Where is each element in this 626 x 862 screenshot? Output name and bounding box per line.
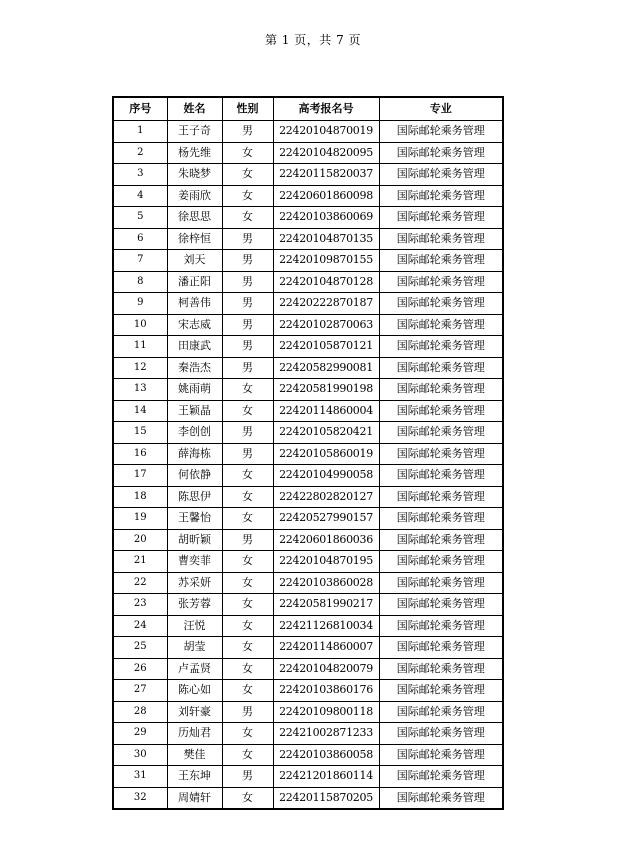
cell-major: 国际邮轮乘务管理 bbox=[379, 658, 503, 680]
cell-major: 国际邮轮乘务管理 bbox=[379, 551, 503, 573]
cell-index: 6 bbox=[113, 228, 167, 250]
cell-name: 刘轩豪 bbox=[167, 701, 222, 723]
cell-major: 国际邮轮乘务管理 bbox=[379, 185, 503, 207]
cell-index: 17 bbox=[113, 465, 167, 487]
cell-exam-number: 22420581990217 bbox=[273, 594, 379, 616]
cell-major: 国际邮轮乘务管理 bbox=[379, 787, 503, 809]
cell-index: 29 bbox=[113, 723, 167, 745]
cell-index: 28 bbox=[113, 701, 167, 723]
cell-major: 国际邮轮乘务管理 bbox=[379, 744, 503, 766]
cell-major: 国际邮轮乘务管理 bbox=[379, 142, 503, 164]
cell-gender: 女 bbox=[222, 658, 273, 680]
cell-exam-number: 22420581990198 bbox=[273, 379, 379, 401]
cell-name: 刘天 bbox=[167, 250, 222, 272]
header-exam-number: 高考报名号 bbox=[273, 97, 379, 121]
cell-major: 国际邮轮乘务管理 bbox=[379, 465, 503, 487]
cell-index: 1 bbox=[113, 121, 167, 143]
cell-major: 国际邮轮乘务管理 bbox=[379, 250, 503, 272]
cell-major: 国际邮轮乘务管理 bbox=[379, 121, 503, 143]
table-row bbox=[113, 228, 503, 250]
cell-index: 18 bbox=[113, 486, 167, 508]
cell-gender: 女 bbox=[222, 465, 273, 487]
table-row bbox=[113, 142, 503, 164]
cell-exam-number: 22420103860069 bbox=[273, 207, 379, 229]
table-header-row bbox=[113, 97, 503, 121]
cell-major: 国际邮轮乘务管理 bbox=[379, 293, 503, 315]
table-row bbox=[113, 336, 503, 358]
cell-gender: 女 bbox=[222, 723, 273, 745]
table-row bbox=[113, 551, 503, 573]
page-number-header: 第 1 页，共 7 页 bbox=[264, 33, 362, 47]
cell-major: 国际邮轮乘务管理 bbox=[379, 572, 503, 594]
cell-name: 历灿君 bbox=[167, 723, 222, 745]
cell-exam-number: 22420601860098 bbox=[273, 185, 379, 207]
cell-major: 国际邮轮乘务管理 bbox=[379, 379, 503, 401]
cell-name: 曹奕菲 bbox=[167, 551, 222, 573]
cell-gender: 男 bbox=[222, 121, 273, 143]
cell-exam-number: 22420104820095 bbox=[273, 142, 379, 164]
table-body bbox=[113, 121, 503, 810]
cell-name: 田康武 bbox=[167, 336, 222, 358]
cell-exam-number: 22420105870121 bbox=[273, 336, 379, 358]
cell-exam-number: 22420222870187 bbox=[273, 293, 379, 315]
cell-major: 国际邮轮乘务管理 bbox=[379, 701, 503, 723]
cell-gender: 女 bbox=[222, 142, 273, 164]
table-row bbox=[113, 379, 503, 401]
cell-exam-number: 22420104870135 bbox=[273, 228, 379, 250]
table-row bbox=[113, 164, 503, 186]
cell-index: 8 bbox=[113, 271, 167, 293]
cell-index: 20 bbox=[113, 529, 167, 551]
cell-name: 柯善伟 bbox=[167, 293, 222, 315]
cell-index: 3 bbox=[113, 164, 167, 186]
cell-name: 卢孟贤 bbox=[167, 658, 222, 680]
cell-gender: 女 bbox=[222, 164, 273, 186]
cell-exam-number: 22420115820037 bbox=[273, 164, 379, 186]
table-row bbox=[113, 486, 503, 508]
table-row bbox=[113, 465, 503, 487]
header-gender: 性别 bbox=[222, 97, 273, 121]
cell-major: 国际邮轮乘务管理 bbox=[379, 443, 503, 465]
table-row bbox=[113, 594, 503, 616]
cell-index: 25 bbox=[113, 637, 167, 659]
table-row bbox=[113, 508, 503, 530]
cell-exam-number: 22420103860058 bbox=[273, 744, 379, 766]
cell-gender: 女 bbox=[222, 615, 273, 637]
cell-index: 15 bbox=[113, 422, 167, 444]
table-row bbox=[113, 529, 503, 551]
table-row bbox=[113, 637, 503, 659]
cell-exam-number: 22420102870063 bbox=[273, 314, 379, 336]
table-row bbox=[113, 293, 503, 315]
cell-major: 国际邮轮乘务管理 bbox=[379, 594, 503, 616]
cell-gender: 男 bbox=[222, 250, 273, 272]
cell-index: 21 bbox=[113, 551, 167, 573]
cell-exam-number: 22420104870128 bbox=[273, 271, 379, 293]
cell-gender: 女 bbox=[222, 400, 273, 422]
cell-index: 23 bbox=[113, 594, 167, 616]
cell-gender: 男 bbox=[222, 228, 273, 250]
cell-name: 王颖晶 bbox=[167, 400, 222, 422]
cell-index: 11 bbox=[113, 336, 167, 358]
cell-exam-number: 22420109870155 bbox=[273, 250, 379, 272]
cell-gender: 男 bbox=[222, 271, 273, 293]
table-row bbox=[113, 422, 503, 444]
cell-name: 朱晓梦 bbox=[167, 164, 222, 186]
cell-name: 苏采妍 bbox=[167, 572, 222, 594]
table-row bbox=[113, 250, 503, 272]
cell-name: 王馨怡 bbox=[167, 508, 222, 530]
cell-name: 汪悦 bbox=[167, 615, 222, 637]
cell-index: 19 bbox=[113, 508, 167, 530]
cell-name: 姚雨萌 bbox=[167, 379, 222, 401]
cell-exam-number: 22420104870195 bbox=[273, 551, 379, 573]
table-row bbox=[113, 314, 503, 336]
cell-major: 国际邮轮乘务管理 bbox=[379, 357, 503, 379]
cell-exam-number: 22420114860007 bbox=[273, 637, 379, 659]
cell-index: 24 bbox=[113, 615, 167, 637]
cell-major: 国际邮轮乘务管理 bbox=[379, 271, 503, 293]
cell-gender: 女 bbox=[222, 787, 273, 809]
cell-major: 国际邮轮乘务管理 bbox=[379, 529, 503, 551]
cell-exam-number: 22420582990081 bbox=[273, 357, 379, 379]
cell-exam-number: 22420104990058 bbox=[273, 465, 379, 487]
cell-index: 7 bbox=[113, 250, 167, 272]
cell-major: 国际邮轮乘务管理 bbox=[379, 228, 503, 250]
cell-name: 何依静 bbox=[167, 465, 222, 487]
cell-major: 国际邮轮乘务管理 bbox=[379, 723, 503, 745]
cell-exam-number: 22420103860176 bbox=[273, 680, 379, 702]
header-name: 姓名 bbox=[167, 97, 222, 121]
cell-exam-number: 22420527990157 bbox=[273, 508, 379, 530]
cell-gender: 男 bbox=[222, 422, 273, 444]
table-row bbox=[113, 357, 503, 379]
table-row bbox=[113, 615, 503, 637]
cell-gender: 男 bbox=[222, 766, 273, 788]
cell-name: 樊佳 bbox=[167, 744, 222, 766]
cell-index: 22 bbox=[113, 572, 167, 594]
table-row bbox=[113, 185, 503, 207]
cell-name: 胡昕颖 bbox=[167, 529, 222, 551]
cell-name: 王东坤 bbox=[167, 766, 222, 788]
cell-name: 王子奇 bbox=[167, 121, 222, 143]
table-row bbox=[113, 787, 503, 809]
cell-major: 国际邮轮乘务管理 bbox=[379, 336, 503, 358]
cell-major: 国际邮轮乘务管理 bbox=[379, 615, 503, 637]
cell-gender: 女 bbox=[222, 744, 273, 766]
cell-index: 32 bbox=[113, 787, 167, 809]
cell-name: 陈心如 bbox=[167, 680, 222, 702]
cell-major: 国际邮轮乘务管理 bbox=[379, 486, 503, 508]
header-major: 专业 bbox=[379, 97, 503, 121]
table-row bbox=[113, 271, 503, 293]
cell-index: 5 bbox=[113, 207, 167, 229]
table-row bbox=[113, 744, 503, 766]
table-row bbox=[113, 443, 503, 465]
cell-exam-number: 22420104870019 bbox=[273, 121, 379, 143]
cell-exam-number: 22422802820127 bbox=[273, 486, 379, 508]
cell-major: 国际邮轮乘务管理 bbox=[379, 207, 503, 229]
cell-gender: 女 bbox=[222, 486, 273, 508]
cell-gender: 男 bbox=[222, 293, 273, 315]
cell-gender: 男 bbox=[222, 529, 273, 551]
cell-major: 国际邮轮乘务管理 bbox=[379, 164, 503, 186]
cell-exam-number: 22420601860036 bbox=[273, 529, 379, 551]
table-row bbox=[113, 723, 503, 745]
table-row bbox=[113, 400, 503, 422]
cell-major: 国际邮轮乘务管理 bbox=[379, 422, 503, 444]
cell-name: 潘正阳 bbox=[167, 271, 222, 293]
cell-name: 周婧轩 bbox=[167, 787, 222, 809]
header-index: 序号 bbox=[113, 97, 167, 121]
cell-name: 李创创 bbox=[167, 422, 222, 444]
cell-major: 国际邮轮乘务管理 bbox=[379, 637, 503, 659]
cell-gender: 男 bbox=[222, 701, 273, 723]
cell-exam-number: 22420105820421 bbox=[273, 422, 379, 444]
table-row bbox=[113, 701, 503, 723]
cell-index: 9 bbox=[113, 293, 167, 315]
cell-index: 13 bbox=[113, 379, 167, 401]
cell-gender: 女 bbox=[222, 572, 273, 594]
cell-name: 陈思伊 bbox=[167, 486, 222, 508]
cell-gender: 女 bbox=[222, 207, 273, 229]
cell-name: 杨先维 bbox=[167, 142, 222, 164]
cell-index: 16 bbox=[113, 443, 167, 465]
cell-exam-number: 22421126810034 bbox=[273, 615, 379, 637]
cell-index: 27 bbox=[113, 680, 167, 702]
cell-gender: 女 bbox=[222, 185, 273, 207]
cell-exam-number: 22421201860114 bbox=[273, 766, 379, 788]
cell-name: 宋志威 bbox=[167, 314, 222, 336]
cell-index: 14 bbox=[113, 400, 167, 422]
cell-name: 薛海栋 bbox=[167, 443, 222, 465]
cell-name: 徐思思 bbox=[167, 207, 222, 229]
cell-major: 国际邮轮乘务管理 bbox=[379, 314, 503, 336]
cell-exam-number: 22420105860019 bbox=[273, 443, 379, 465]
table-row bbox=[113, 680, 503, 702]
cell-gender: 女 bbox=[222, 680, 273, 702]
cell-major: 国际邮轮乘务管理 bbox=[379, 766, 503, 788]
cell-major: 国际邮轮乘务管理 bbox=[379, 400, 503, 422]
table-row bbox=[113, 658, 503, 680]
cell-exam-number: 22420109800118 bbox=[273, 701, 379, 723]
cell-name: 姜雨欣 bbox=[167, 185, 222, 207]
table-row bbox=[113, 121, 503, 143]
cell-name: 徐梓恒 bbox=[167, 228, 222, 250]
cell-exam-number: 22420115870205 bbox=[273, 787, 379, 809]
cell-major: 国际邮轮乘务管理 bbox=[379, 508, 503, 530]
cell-index: 4 bbox=[113, 185, 167, 207]
cell-gender: 女 bbox=[222, 551, 273, 573]
cell-exam-number: 22421002871233 bbox=[273, 723, 379, 745]
cell-gender: 女 bbox=[222, 637, 273, 659]
table-row bbox=[113, 766, 503, 788]
cell-gender: 女 bbox=[222, 508, 273, 530]
cell-name: 胡莹 bbox=[167, 637, 222, 659]
cell-gender: 男 bbox=[222, 314, 273, 336]
cell-name: 张芳蓉 bbox=[167, 594, 222, 616]
student-list-table bbox=[112, 96, 504, 810]
table-row bbox=[113, 572, 503, 594]
cell-gender: 男 bbox=[222, 336, 273, 358]
cell-gender: 男 bbox=[222, 443, 273, 465]
cell-exam-number: 22420104820079 bbox=[273, 658, 379, 680]
cell-gender: 女 bbox=[222, 594, 273, 616]
cell-index: 30 bbox=[113, 744, 167, 766]
cell-index: 2 bbox=[113, 142, 167, 164]
cell-exam-number: 22420114860004 bbox=[273, 400, 379, 422]
cell-major: 国际邮轮乘务管理 bbox=[379, 680, 503, 702]
cell-index: 10 bbox=[113, 314, 167, 336]
table-row bbox=[113, 207, 503, 229]
cell-gender: 女 bbox=[222, 379, 273, 401]
cell-name: 秦浩杰 bbox=[167, 357, 222, 379]
cell-exam-number: 22420103860028 bbox=[273, 572, 379, 594]
cell-index: 12 bbox=[113, 357, 167, 379]
cell-index: 26 bbox=[113, 658, 167, 680]
cell-index: 31 bbox=[113, 766, 167, 788]
cell-gender: 男 bbox=[222, 357, 273, 379]
